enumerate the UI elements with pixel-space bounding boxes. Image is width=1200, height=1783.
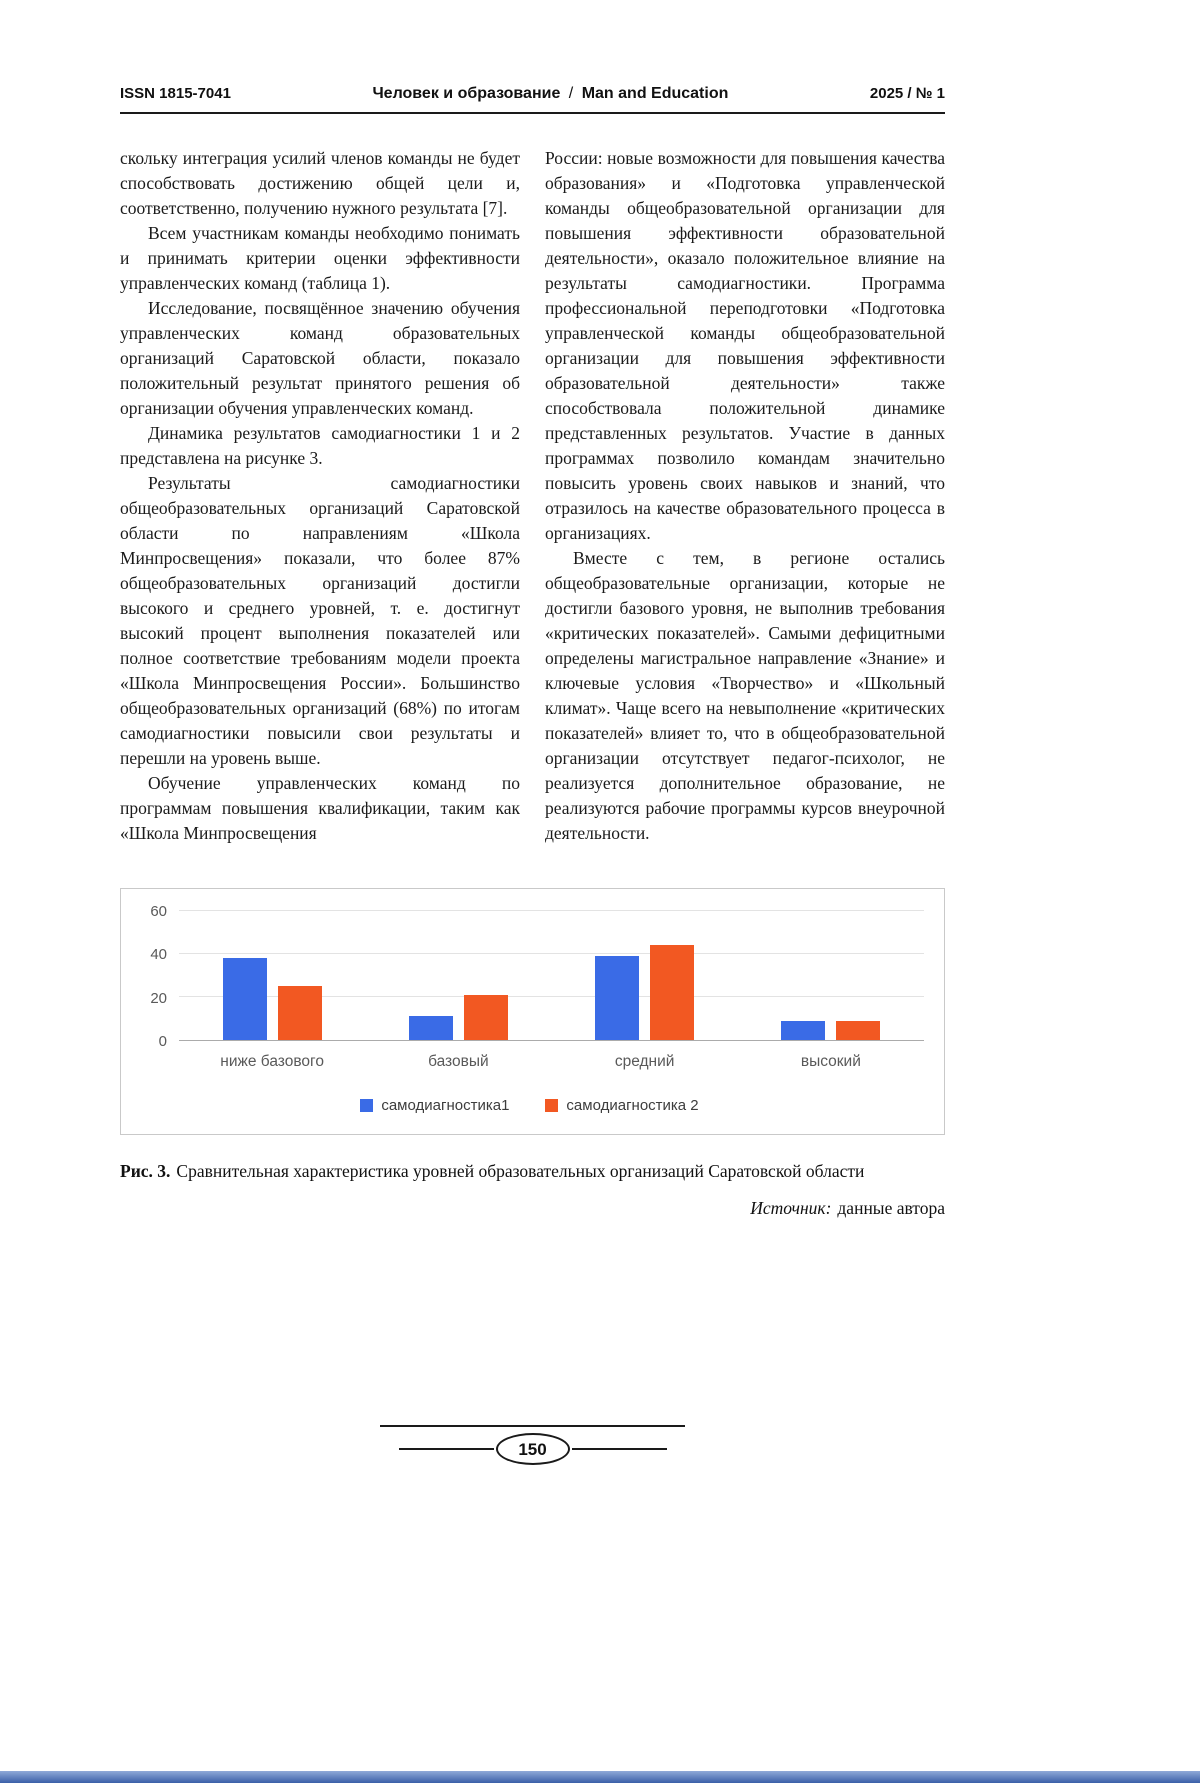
paragraph: Вместе с тем, в регионе остались общеобразовательные организации, которые не достигли базового уровня, не выполнив требования «критических показателей». Самыми дефицитными определены магистральное направление «Знание» и ключевые условия «Творчество» и «Школьный климат». Чаще всего на невыполнение «критических показателей» влияет то, что в общеобразовательной организации отсутствует педагог-психолог, не реализуется дополнительное образование, не реализуются рабочие программы курсов внеурочной деятельности. bbox=[545, 548, 945, 843]
bar-group-2 bbox=[365, 911, 551, 1040]
paragraph: Исследование, посвящённое значению обучения управленческих команд образовательных организаций Саратовской области, показало положительный результат принятого решения об организации обучения управленческих команд. bbox=[120, 298, 520, 418]
chart-area bbox=[135, 903, 924, 1071]
figure-source bbox=[120, 1198, 945, 1219]
bottom-decorative-strip bbox=[0, 1771, 1200, 1783]
chart-plot bbox=[179, 911, 924, 1041]
figure-3-bar-chart bbox=[120, 888, 945, 1135]
journal-title-ru: Человек и образование bbox=[372, 85, 561, 102]
bar bbox=[464, 995, 508, 1040]
figure-source-label: Источник: bbox=[750, 1198, 832, 1218]
category-label: базовый bbox=[428, 1053, 489, 1070]
left-column bbox=[120, 146, 520, 846]
bar-group-3 bbox=[552, 911, 738, 1040]
page-footer bbox=[120, 1425, 945, 1465]
journal-header bbox=[120, 85, 945, 114]
article-body bbox=[120, 146, 945, 846]
issue-label: 2025 / № 1 bbox=[869, 85, 945, 102]
chart-legend bbox=[135, 1097, 924, 1114]
legend-swatch bbox=[545, 1099, 558, 1112]
bar bbox=[409, 1016, 453, 1040]
legend-swatch bbox=[360, 1099, 373, 1112]
y-tick-label: 0 bbox=[158, 1033, 167, 1050]
bar bbox=[836, 1021, 880, 1040]
paragraph: скольку интеграция усилий членов команды не будет способствовать достижению общей цели и, соответственно, получению нужного результата [7]. bbox=[120, 148, 520, 218]
figure-caption-label: Рис. 3. bbox=[120, 1161, 171, 1181]
page-number: 150 bbox=[496, 1433, 570, 1465]
paragraph: Обучение управленческих команд по программам повышения квалификации, таким как «Школа Минпросвещения bbox=[120, 773, 520, 843]
y-tick-label: 20 bbox=[150, 989, 167, 1007]
bar bbox=[781, 1021, 825, 1040]
bar-group-1 bbox=[179, 911, 365, 1040]
bar bbox=[650, 945, 694, 1040]
chart-categories bbox=[179, 1053, 924, 1071]
y-tick-label: 60 bbox=[150, 903, 167, 920]
legend-label: самодиагностика1 bbox=[381, 1097, 510, 1114]
issn-label: ISSN 1815-7041 bbox=[120, 85, 231, 102]
legend-item bbox=[360, 1097, 509, 1114]
bar-group-4 bbox=[738, 911, 924, 1040]
banner-right-line bbox=[572, 1448, 667, 1450]
chart-y-axis bbox=[135, 903, 179, 1050]
banner-left-line bbox=[399, 1448, 494, 1450]
figure-caption-text: Сравнительная характеристика уровней образовательных организаций Саратовской области bbox=[176, 1161, 865, 1181]
category-label: ниже базового bbox=[220, 1053, 324, 1070]
category-label: средний bbox=[614, 1053, 675, 1070]
page-number-banner bbox=[120, 1433, 945, 1465]
bar bbox=[278, 986, 322, 1040]
chart-plot-column bbox=[179, 911, 924, 1071]
bar bbox=[223, 958, 267, 1040]
journal-title-en: Man and Education bbox=[581, 85, 729, 102]
paragraph: Всем участникам команды необходимо понимать и принимать критерии оценки эффективности управленческих команд (таблица 1). bbox=[120, 223, 520, 293]
category-label: высокий bbox=[800, 1053, 861, 1070]
legend-item bbox=[545, 1097, 698, 1114]
legend-label: самодиагностика 2 bbox=[566, 1097, 699, 1114]
paragraph: Результаты самодиагностики общеобразовательных организаций Саратовской области по направлениям «Школа Минпросвещения» показали, что более 87% общеобразовательных организаций достигли высокого и среднего уровней, т. е. достигнут высокий процент выполнения показателей или полное соответствие требованиям модели проекта «Школа Минпросвещения России». Большинство общеобразовательных организаций (68%) по итогам самодиагностики повысили свои результаты и перешли на уровень выше. bbox=[120, 473, 520, 768]
paragraph: Динамика результатов самодиагностики 1 и 2 представлена на рисунке 3. bbox=[120, 423, 520, 468]
figure-source-text: данные автора bbox=[837, 1198, 945, 1218]
journal-title bbox=[372, 85, 728, 103]
footer-rule bbox=[380, 1425, 685, 1427]
paragraph: России: новые возможности для повышения качества образования» и «Подготовка управленческой команды общеобразовательной организации для повышения эффективности образовательной деятельности», оказало положительное влияние на результаты самодиагностики. Программа профессиональной переподготовки «Подготовка управленческой команды общеобразовательной организации для повышения эффективности образовательной деятельности» также способствовала положительной динамике представленных результатов. Участие в данных программах позволило командам значительно повысить уровень своих навыков и знаний, что отразилось на качестве образовательного процесса в организациях. bbox=[545, 148, 945, 543]
journal-title-separator: / bbox=[568, 85, 574, 102]
right-column bbox=[545, 146, 945, 846]
figure-caption bbox=[120, 1161, 945, 1182]
bar bbox=[595, 956, 639, 1040]
y-tick-label: 40 bbox=[150, 946, 167, 964]
